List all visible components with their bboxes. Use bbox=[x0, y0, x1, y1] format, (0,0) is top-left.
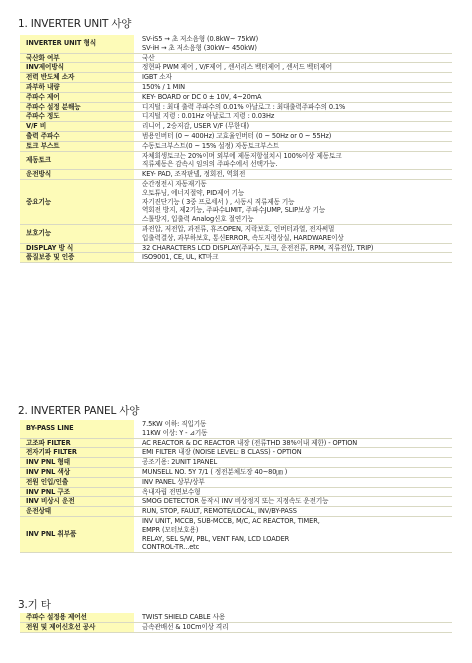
spec-value-line: RELAY, SEL S/W, PBL, VENT FAN, LCD LOADER bbox=[142, 534, 290, 543]
spec-key: DISPLAY 방 식 bbox=[20, 243, 134, 253]
spec-value bbox=[134, 507, 452, 517]
spec-row bbox=[20, 613, 452, 622]
spec-value-line: RUN, STOP, FAULT, REMOTE/LOCAL, INV/BY-PASS bbox=[142, 507, 297, 516]
spec-value-line: SV-iH → 초 저소음형 (30kW~ 450kW) bbox=[142, 43, 257, 52]
spec-key: V/F 비 bbox=[20, 122, 134, 132]
spec-key: 주파수 제어 bbox=[20, 92, 134, 102]
spec-row bbox=[20, 420, 452, 438]
spec-row bbox=[20, 497, 452, 507]
spec-value-line: 직류제동은 감속시 임의의 주파수에서 선택가능. bbox=[142, 160, 278, 169]
spec-key: INV PNL 형태 bbox=[20, 458, 134, 468]
spec-row bbox=[20, 224, 452, 243]
spec-value bbox=[134, 73, 452, 83]
spec-key: INV PNL 취부품 bbox=[20, 516, 134, 552]
spec-row bbox=[20, 82, 452, 92]
spec-value bbox=[134, 467, 452, 477]
section-3-title: 3.기 타 bbox=[18, 599, 51, 611]
spec-value bbox=[134, 516, 452, 552]
spec-value-line: EMPR (모터보호용) bbox=[142, 525, 199, 534]
spec-key: INV PNL 색상 bbox=[20, 467, 134, 477]
spec-key: 국산화 여부 bbox=[20, 53, 134, 63]
spec-key: 운전상태 bbox=[20, 507, 134, 517]
spec-value-line: 역회전 방지, 제2기능, 주파수LIMIT, 주파수JUMP, SLIP보상 기능 bbox=[142, 206, 326, 215]
spec-row bbox=[20, 507, 452, 517]
spec-value-line: 금속관배선 & 10Cm이상 격리 bbox=[142, 622, 229, 631]
spec-value bbox=[134, 53, 452, 63]
spec-key: 주파수 정도 bbox=[20, 112, 134, 122]
spec-value bbox=[134, 497, 452, 507]
spec-value bbox=[134, 448, 452, 458]
spec-key: 주파수 설정 분해능 bbox=[20, 102, 134, 112]
spec-key: 보호기능 bbox=[20, 224, 134, 243]
spec-row bbox=[20, 253, 452, 263]
spec-value-line: 입출력결상, 과부하보호, 통신ERROR, 속도지령상실, HARDWARE이상 bbox=[142, 233, 344, 242]
spec-value-line: 자체회생토크는 20%이며 외부에 제동저항설치시 100%이상 제동토크 bbox=[142, 151, 342, 160]
spec-value-line: 150% / 1 MIN bbox=[142, 82, 185, 91]
spec-row bbox=[20, 35, 452, 53]
spec-row bbox=[20, 179, 452, 224]
spec-value-line: 공조기용: 2UNIT 1PANEL bbox=[142, 458, 218, 467]
spec-value-line: 디지털 : 최대 출력 주파수의 0.01% 아날로그 : 최대출력주파수의 0.1% bbox=[142, 102, 346, 111]
spec-value-line: 정현파 PWM 제어 , V/F제어 , 센서리스 벡터제어 , 센서드 벡터제어 bbox=[142, 63, 332, 72]
spec-value-line: KEY- PAD, 조작판넬, 정회전, 역회전 bbox=[142, 170, 246, 179]
spec-value-line: 디지털 지령 : 0.01Hz 아날로그 지령 : 0.03Hz bbox=[142, 112, 275, 121]
spec-row bbox=[20, 92, 452, 102]
spec-value-line: 과전압, 저전압, 과전류, 휴즈OPEN, 지락보호, 인버터과열, 전자써멀 bbox=[142, 224, 335, 233]
inverter-panel-spec-table bbox=[20, 420, 452, 553]
spec-value bbox=[134, 458, 452, 468]
spec-value bbox=[134, 122, 452, 132]
spec-value bbox=[134, 170, 452, 180]
spec-value-line: 7.5KW 이하: 직입기동 bbox=[142, 420, 207, 428]
spec-row bbox=[20, 73, 452, 83]
spec-value-line: 리니어 , 2승저감, USER V/F (무한대) bbox=[142, 122, 250, 131]
spec-value bbox=[134, 141, 452, 151]
spec-value bbox=[134, 102, 452, 112]
section-1-title: 1. INVERTER UNIT 사양 bbox=[18, 18, 132, 30]
spec-value bbox=[134, 224, 452, 243]
spec-value-line: ISO9001, CE, UL, KT마크 bbox=[142, 253, 219, 262]
spec-key: 품질보증 및 인증 bbox=[20, 253, 134, 263]
spec-value-line: INV PANEL 상부/상부 bbox=[142, 477, 205, 486]
spec-key: 과부하 내량 bbox=[20, 82, 134, 92]
spec-row bbox=[20, 467, 452, 477]
spec-value bbox=[134, 131, 452, 141]
spec-value bbox=[134, 477, 452, 487]
spec-row bbox=[20, 622, 452, 632]
spec-value bbox=[134, 243, 452, 253]
spec-value-line: 옥내자립 전면보수형 bbox=[142, 487, 201, 496]
spec-key: 출력 주파수 bbox=[20, 131, 134, 141]
spec-key: INV PNL 구조 bbox=[20, 487, 134, 497]
spec-value-line: 11KW 이상: Y - ⊿기동 bbox=[142, 428, 208, 437]
spec-value-line: SV-iS5 → 초 저소음형 (0.8kW~ 75kW) bbox=[142, 35, 259, 43]
spec-key: INV 비상시 운전 bbox=[20, 497, 134, 507]
spec-key: 중요기능 bbox=[20, 179, 134, 224]
spec-value-line: IGBT 소자 bbox=[142, 73, 172, 82]
spec-row bbox=[20, 53, 452, 63]
spec-row bbox=[20, 243, 452, 253]
spec-row bbox=[20, 141, 452, 151]
spec-key: INV제어방식 bbox=[20, 63, 134, 73]
spec-value bbox=[134, 63, 452, 73]
spec-key: INVERTER UNIT 형식 bbox=[20, 35, 134, 53]
spec-value-line: EMI FILTER 내장 (NOISE LEVEL: B CLASS) - OPTION bbox=[142, 448, 302, 457]
spec-value bbox=[134, 112, 452, 122]
spec-value bbox=[134, 487, 452, 497]
spec-key: 제동토크 bbox=[20, 151, 134, 170]
spec-key: 토크 부스트 bbox=[20, 141, 134, 151]
spec-value-line: AC REACTOR & DC REACTOR 내장 (전류THD 38%이내 제한) - OPTION bbox=[142, 438, 358, 447]
spec-key: 전자기파 FILTER bbox=[20, 448, 134, 458]
spec-key: 고조파 FILTER bbox=[20, 438, 134, 448]
spec-key: 전력 반도체 소자 bbox=[20, 73, 134, 83]
spec-row bbox=[20, 122, 452, 132]
spec-value bbox=[134, 151, 452, 170]
spec-value bbox=[134, 92, 452, 102]
spec-value-line: TWIST SHIELD CABLE 사용 bbox=[142, 613, 226, 621]
spec-row bbox=[20, 487, 452, 497]
spec-value-line: 32 CHARACTERS LCD DISPLAY(주파수, 토크, 운전전류, RPM, 직류전압, TRIP) bbox=[142, 243, 374, 252]
spec-row bbox=[20, 63, 452, 73]
spec-row bbox=[20, 458, 452, 468]
spec-row bbox=[20, 516, 452, 552]
spec-value bbox=[134, 179, 452, 224]
spec-value bbox=[134, 35, 452, 53]
spec-value-line: 자기진단기능 ( 3중 프로세서 ) , 시동시 직류제동 기능 bbox=[142, 197, 295, 206]
spec-value bbox=[134, 622, 452, 632]
spec-key: BY-PASS LINE bbox=[20, 420, 134, 438]
spec-row bbox=[20, 151, 452, 170]
spec-row bbox=[20, 448, 452, 458]
section-2-title: 2. INVERTER PANEL 사양 bbox=[18, 405, 140, 417]
spec-key: 전원 및 제어신호선 공사 bbox=[20, 622, 134, 632]
spec-value bbox=[134, 420, 452, 438]
spec-value-line: 스톨방지, 입출력 Analog신호 절연기능 bbox=[142, 215, 254, 224]
spec-value-line: 오토튜닝, 에너지절약, PID제어 기능 bbox=[142, 188, 245, 197]
spec-value-line: 순간정전시 자동재기동 bbox=[142, 179, 207, 188]
spec-value-line: INV UNIT, MCCB, SUB-MCCB, M/C, AC REACTOR, TIMER, bbox=[142, 516, 320, 525]
spec-key: 주파수 설정용 제어선 bbox=[20, 613, 134, 622]
spec-value-line: SMOG DETECTOR 동작시 INV 비상정지 또는 지정속도 운전기능 bbox=[142, 497, 329, 506]
spec-key: 전원 인입/인출 bbox=[20, 477, 134, 487]
spec-row bbox=[20, 477, 452, 487]
spec-value-line: 국산 bbox=[142, 53, 155, 62]
spec-value-line: 수동토크부스트(0 ~ 15% 설정) 자동토크부스트 bbox=[142, 141, 280, 150]
spec-row bbox=[20, 170, 452, 180]
spec-row bbox=[20, 438, 452, 448]
spec-value-line: KEY- BOARD or DC 0 ± 10V, 4~20mA bbox=[142, 92, 262, 101]
spec-row bbox=[20, 102, 452, 112]
spec-value-line: MUNSELL NO. 5Y 7/1 ( 정전분체도장 40~80㎛ ) bbox=[142, 467, 288, 476]
spec-value bbox=[134, 438, 452, 448]
spec-value bbox=[134, 253, 452, 263]
other-spec-table bbox=[20, 613, 452, 633]
spec-value bbox=[134, 613, 452, 622]
spec-value bbox=[134, 82, 452, 92]
spec-row bbox=[20, 112, 452, 122]
spec-key: 운전방식 bbox=[20, 170, 134, 180]
spec-row bbox=[20, 131, 452, 141]
spec-value-line: 범용인버터 (0 ~ 400Hz) 고효율인버터 (0 ~ 50Hz or 0 ~ 55Hz) bbox=[142, 131, 332, 140]
inverter-unit-spec-table bbox=[20, 35, 452, 263]
spec-value-line: CONTROL-TR...etc bbox=[142, 543, 200, 552]
